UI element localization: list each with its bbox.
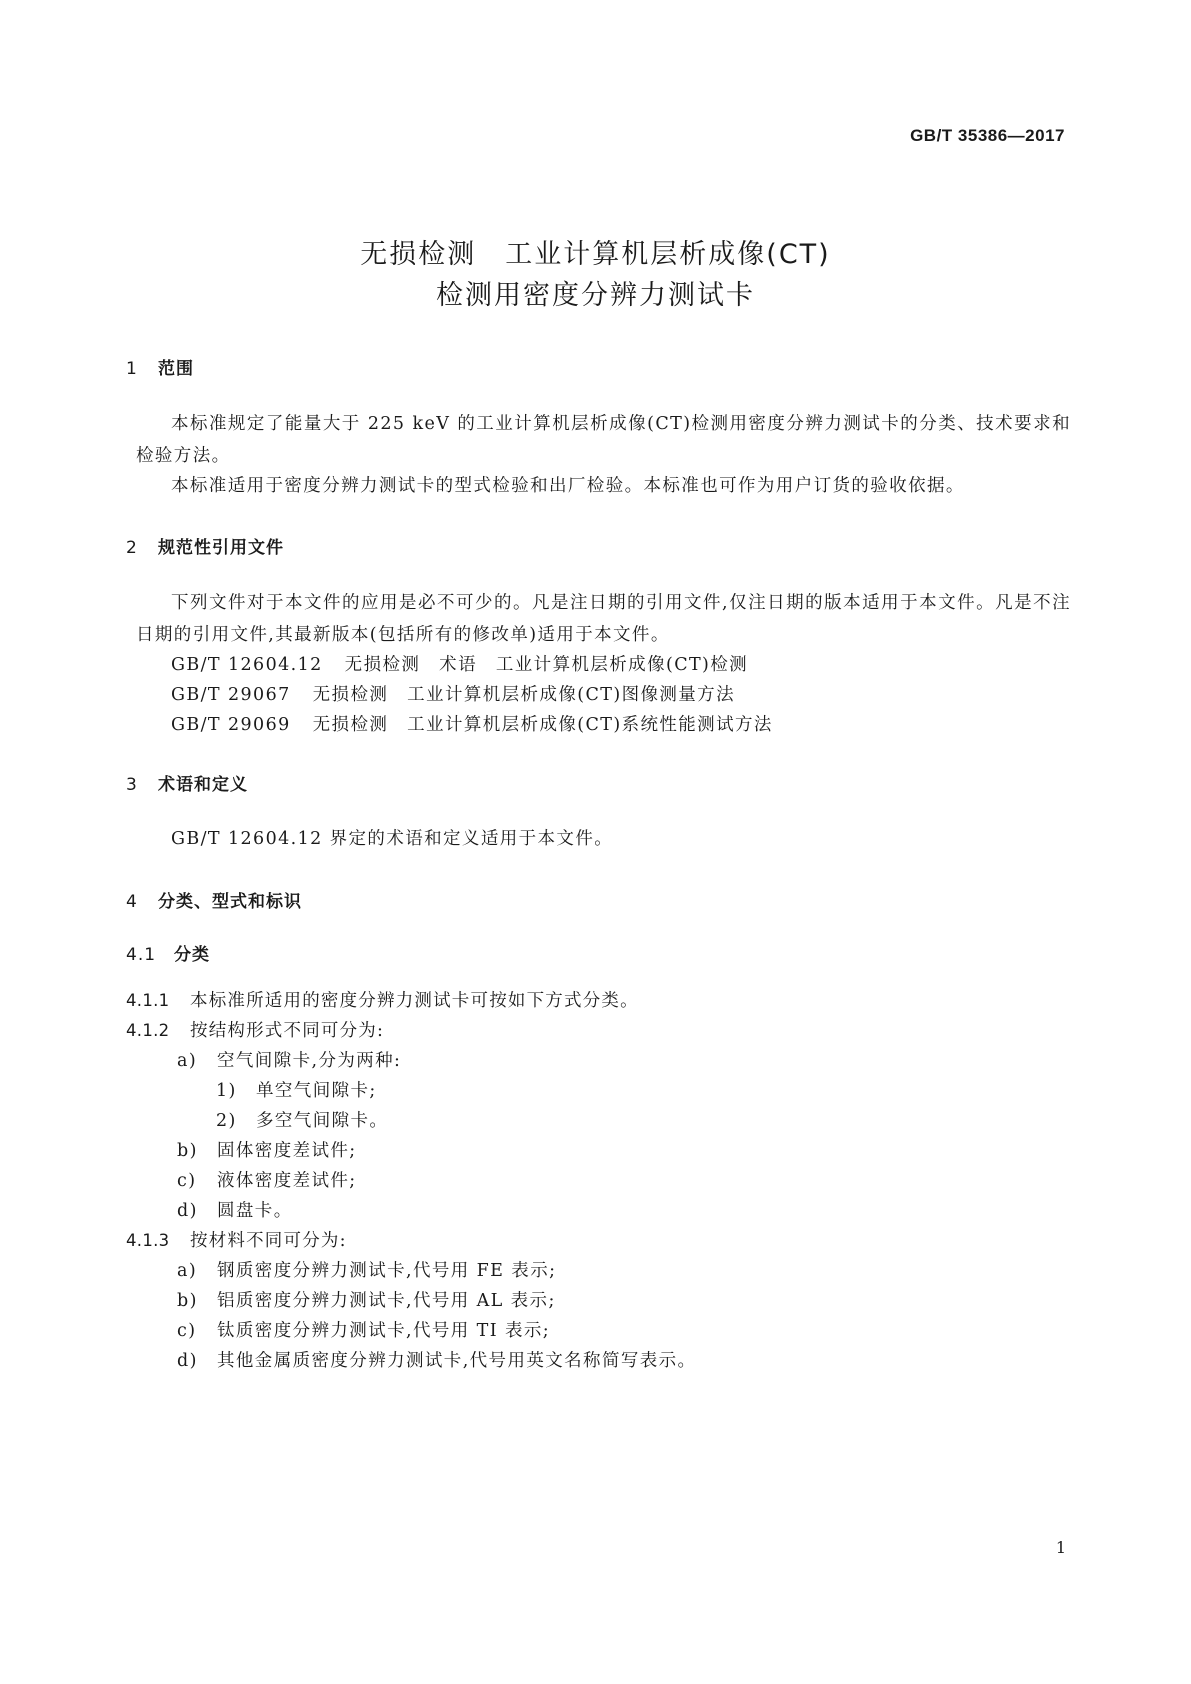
subsection-number: 4.1 xyxy=(126,945,157,965)
list-marker: 1) xyxy=(216,1081,237,1101)
list-marker: d) xyxy=(177,1201,198,1221)
normative-reference xyxy=(171,711,773,736)
title-line-1: 无损检测 工业计算机层析成像(CT) xyxy=(360,239,831,270)
reference-title: 无损检测 术语 工业计算机层析成像(CT)检测 xyxy=(344,655,749,675)
list-item xyxy=(177,1197,293,1222)
list-text: 钛质密度分辨力测试卡,代号用 TI 表示; xyxy=(217,1321,551,1341)
clause-text: 按结构形式不同可分为: xyxy=(190,1021,385,1041)
reference-code: GB/T 29069 xyxy=(171,715,291,735)
section-number: 2 xyxy=(126,538,138,558)
list-item xyxy=(177,1347,696,1372)
list-text: 钢质密度分辨力测试卡,代号用 FE 表示; xyxy=(217,1261,557,1281)
section-title: 术语和定义 xyxy=(158,775,248,795)
list-marker: b) xyxy=(177,1141,198,1161)
list-text: 空气间隙卡,分为两种: xyxy=(217,1051,402,1071)
section-title: 范围 xyxy=(158,359,194,379)
list-item xyxy=(216,1077,377,1102)
reference-code: GB/T 29067 xyxy=(171,685,291,705)
list-item xyxy=(177,1137,357,1162)
section-3-heading xyxy=(126,770,248,795)
reference-title: 无损检测 工业计算机层析成像(CT)图像测量方法 xyxy=(312,685,735,705)
list-marker: a) xyxy=(177,1261,198,1281)
list-marker: a) xyxy=(177,1051,198,1071)
list-item xyxy=(216,1107,388,1132)
list-item xyxy=(177,1257,556,1282)
list-text: 铝质密度分辨力测试卡,代号用 AL 表示; xyxy=(217,1291,556,1311)
normative-reference xyxy=(171,651,748,676)
title-line-2: 检测用密度分辨力测试卡 xyxy=(436,280,755,311)
list-text: 液体密度差试件; xyxy=(217,1171,357,1191)
section-2-para-1: 下列文件对于本文件的应用是必不可少的。凡是注日期的引用文件,仅注日期的版本适用于本文件。凡是不注日期的引用文件,其最新版本(包括所有的修改单)适用于本文件。 xyxy=(136,593,1071,645)
list-text: 多空气间隙卡。 xyxy=(256,1111,389,1131)
clause-text: 按材料不同可分为: xyxy=(190,1231,347,1251)
section-1-para-2: 本标准适用于密度分辨力测试卡的型式检验和出厂检验。本标准也可作为用户订货的验收依据。 xyxy=(171,476,965,496)
section-2-heading xyxy=(126,533,284,558)
section-number: 3 xyxy=(126,775,138,795)
list-item xyxy=(177,1317,550,1342)
subsection-title: 分类 xyxy=(174,945,210,965)
list-item xyxy=(177,1047,401,1072)
list-text: 固体密度差试件; xyxy=(217,1141,357,1161)
clause-4-1-1 xyxy=(126,987,639,1012)
standard-number: GB/T 35386—2017 xyxy=(910,126,1065,145)
list-marker: c) xyxy=(177,1171,197,1191)
subsection-4-1-heading xyxy=(126,940,210,965)
list-marker: c) xyxy=(177,1321,197,1341)
page-number: 1 xyxy=(1055,1538,1066,1557)
list-item xyxy=(177,1167,357,1192)
section-1-heading xyxy=(126,354,194,379)
section-1-para-1: 本标准规定了能量大于 225 keV 的工业计算机层析成像(CT)检测用密度分辨力测试卡的分类、技术要求和检验方法。 xyxy=(136,414,1071,466)
list-text: 圆盘卡。 xyxy=(217,1201,293,1221)
list-text: 单空气间隙卡; xyxy=(256,1081,377,1101)
section-3-para-1: GB/T 12604.12 界定的术语和定义适用于本文件。 xyxy=(171,829,614,849)
section-number: 1 xyxy=(126,359,138,379)
section-4-heading xyxy=(126,887,302,912)
section-number: 4 xyxy=(126,892,138,912)
list-marker: b) xyxy=(177,1291,198,1311)
clause-text: 本标准所适用的密度分辨力测试卡可按如下方式分类。 xyxy=(190,991,639,1011)
normative-reference xyxy=(171,681,735,706)
clause-4-1-2 xyxy=(126,1017,384,1042)
clause-number: 4.1.2 xyxy=(126,1021,170,1040)
list-item xyxy=(177,1287,556,1312)
list-marker: 2) xyxy=(216,1111,237,1131)
list-marker: d) xyxy=(177,1351,198,1371)
clause-number: 4.1.1 xyxy=(126,991,170,1010)
list-text: 其他金属质密度分辨力测试卡,代号用英文名称简写表示。 xyxy=(217,1351,697,1371)
clause-4-1-3 xyxy=(126,1227,347,1252)
reference-code: GB/T 12604.12 xyxy=(171,655,323,675)
reference-title: 无损检测 工业计算机层析成像(CT)系统性能测试方法 xyxy=(312,715,773,735)
section-title: 分类、型式和标识 xyxy=(158,892,302,912)
section-title: 规范性引用文件 xyxy=(158,538,284,558)
clause-number: 4.1.3 xyxy=(126,1231,170,1250)
